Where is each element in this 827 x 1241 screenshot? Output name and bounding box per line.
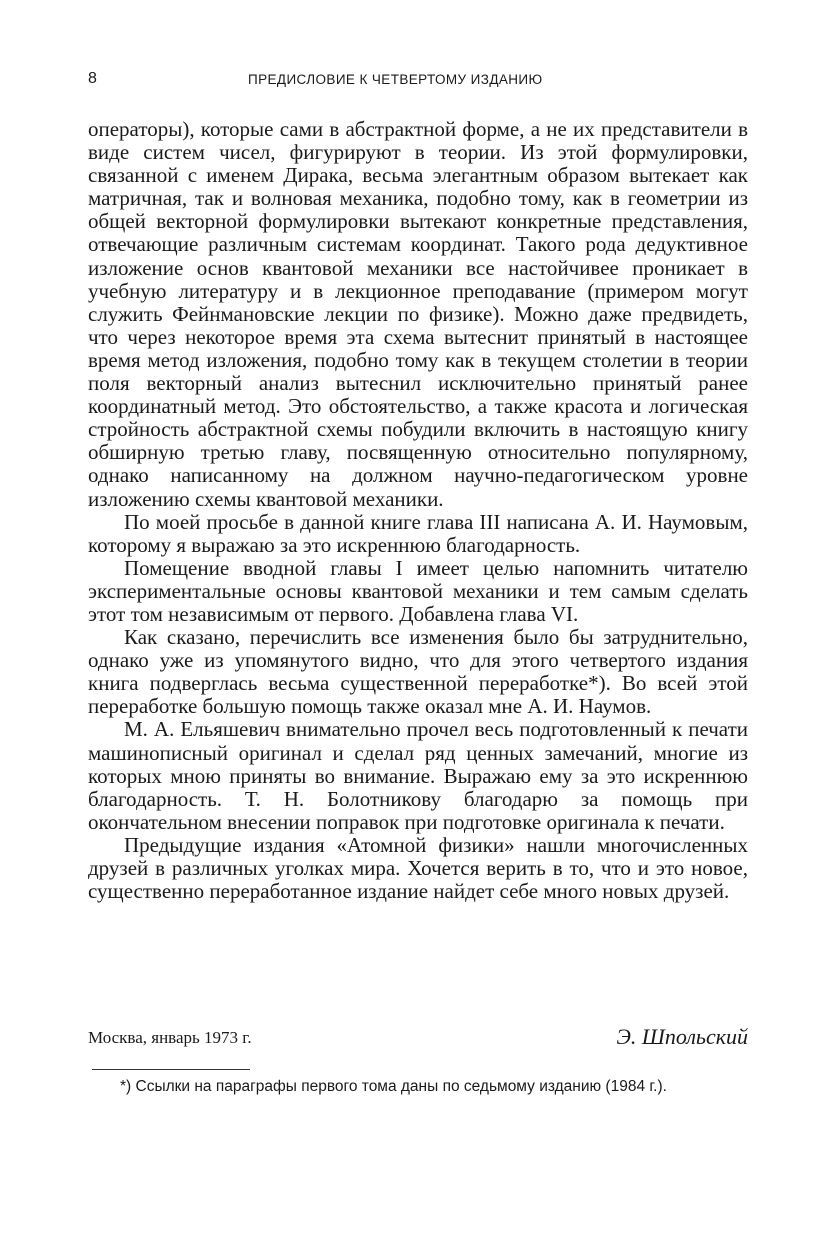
paragraph-continuation: операторы), которые сами в абстрактной форме, а не их представители в виде систем чисел, фигурируют в теории. Из этой формулировки, связанной с именем Дирака, весьма элегантным образом вытекает как матричная, так и волновая механика, подобно тому, как в геометрии из общей векторной формулировки вытекают конкретные представления, отвечающие различным системам координат. Такого рода дедуктивное изложение основ квантовой механики все настойчивее проникает в учебную литературу и в лекционное преподавание (примером могут служить Фейнмановские лекции по физике). Можно даже предвидеть, что через некоторое время эта схема вытеснит принятый в настоящее время метод изложения, подобно тому как в текущем столетии в теории поля векторный анализ вытеснил исключительно принятый ранее координатный метод. Это обстоятельство, а также красота и логическая стройность абстрактной схемы побудили включить в настоящую книгу обширную третью главу, посвященную относительно популярному, однако написанному на должном научно-педагогическом уровне изложению схемы квантовой механики. bbox=[88, 117, 748, 511]
paragraph-revisions: Как сказано, перечислить все изменения было бы затруднительно, однако уже из упомянутого видно, что для этого четвертого издания книга подверглась весьма существенной переработке*). Во всей этой переработке большую помощь также оказал мне А. И. Наумов. bbox=[88, 625, 748, 719]
footnote-text: *) Ссылки на параграфы первого тома даны по седьмому изданию (1984 г.). bbox=[120, 1078, 667, 1095]
footnote-divider bbox=[92, 1069, 250, 1070]
page-number: 8 bbox=[88, 70, 97, 87]
running-title: ПРЕДИСЛОВИЕ К ЧЕТВЕРТОМУ ИЗДАНИЮ bbox=[248, 72, 543, 87]
place-date: Москва, январь 1973 г. bbox=[88, 1028, 252, 1047]
paragraph-closing: Предыдущие издания «Атомной физики» нашли многочисленных друзей в различных уголках мира. Хочется верить в то, что и это новое, существенно переработанное издание найдет себе много новых друзей. bbox=[88, 832, 748, 904]
footnote bbox=[88, 1077, 748, 1096]
paragraph-acknowledgements: М. А. Ельяшевич внимательно прочел весь подготовленный к печати машинописный оригинал и сделал ряд ценных замечаний, многие из которых мною приняты во внимание. Выражаю ему за это искреннюю благодарность. Т. Н. Болотникову благодарю за помощь при окончательном внесении поправок при подготовке оригинала к печати. bbox=[88, 717, 748, 834]
page-header bbox=[88, 70, 748, 94]
signoff bbox=[88, 1024, 748, 1054]
paragraph-naumov-chapter: По моей просьбе в данной книге глава III написана А. И. Наумовым, которому я выражаю за это искреннюю благодарность. bbox=[88, 509, 748, 557]
body-text bbox=[88, 118, 748, 903]
paragraph-intro-chapter: Помещение вводной главы I имеет целью напомнить читателю экспериментальные основы квантовой механики и тем самым сделать этот том независимым от первого. Добавлена глава VI. bbox=[88, 555, 748, 626]
author-signature: Э. Шпольский bbox=[616, 1024, 748, 1049]
